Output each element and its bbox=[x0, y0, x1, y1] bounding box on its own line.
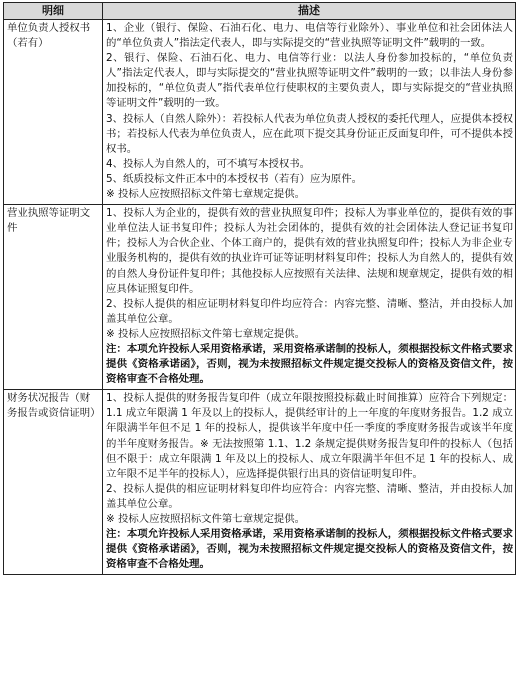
note-paragraph: 注：本项允许投标人采用资格承诺，采用资格承诺制的投标人，须根据投标文件格式要求提供《资格承诺函》，否则，视为未按照招标文件规定提交投标人的资格及资信文件，按资格审查不合格处理。 bbox=[106, 342, 513, 386]
paragraph: ※ 投标人应按照招标文件第七章规定提供。 bbox=[106, 188, 306, 201]
paragraph: 1、投标人提供的财务报告复印件（成立年限按照投标截止时间推算）应符合下列规定：1.1 成立年限满 1 年及以上的投标人，提供经审计的上一年度的年度财务报告。1.2 成立年限满半年但不足 1 年的投标人，提供该半年度中任一季度的季度财务报告或该半年度的半年度财务报告。※ 无法按照第 1.1、1.2 条规定提供财务报告复印件的投标人（包括但不限于：成立年限满 1 年及以上的投标人、成立年限满半年但不足 1 年的投标人、成立年限不足半年的投标人），应选择提供银行出具的资信证明复印件。 bbox=[106, 392, 513, 480]
paragraph: 2、投标人提供的相应证明材料复印件均应符合：内容完整、清晰、整洁，并由投标人加盖其单位公章。 bbox=[106, 297, 513, 325]
paragraph: 3、投标人（自然人除外）：若投标人代表为单位负责人授权的委托代理人，应提供本授权书；若投标人代表为单位负责人，应在此项下提交其身份证正反面复印件，可不提供本授权书。 bbox=[106, 112, 513, 155]
requirements-table bbox=[3, 2, 516, 575]
paragraph: ※ 投标人应按照招标文件第七章规定提供。 bbox=[106, 513, 306, 525]
row-name: 财务状况报告（财务报告或资信证明） bbox=[4, 390, 103, 575]
note-paragraph: 注：本项允许投标人采用资格承诺，采用资格承诺制的投标人，须根据投标文件格式要求提供《资格承诺函》，否则，视为未按照招标文件规定提交投标人的资格及资信文件，按资格审查不合格处理。 bbox=[106, 528, 513, 571]
paragraph: 1、企业（银行、保险、石油石化、电力、电信等行业除外）、事业单位和社会团体法人的“单位负责人”指法定代表人，即与实际提交的“营业执照等证明文件”载明的一致。 bbox=[106, 22, 513, 50]
table-row bbox=[4, 205, 516, 390]
header-description: 描述 bbox=[103, 3, 516, 20]
row-description bbox=[103, 20, 516, 205]
paragraph: 1、投标人为企业的，提供有效的营业执照复印件；投标人为事业单位的，提供有效的事业单位法人证书复印件；投标人为社会团体的，提供有效的社会团体法人登记证书复印件；投标人为合伙企业、个体工商户的，提供有效的营业执照复印件；投标人为非企业专业服务机构的，提供有效的执业许可证等证明材料复印件；投标人为自然人的，提供有效的自然人身份证件复印件；其他投标人应按照有关法律、法规和规章规定，提供有效的相应具体证照复印件。 bbox=[106, 207, 513, 295]
row-name: 营业执照等证明文件 bbox=[4, 205, 103, 390]
header-detail: 明细 bbox=[4, 3, 103, 20]
paragraph: 2、银行、保险、石油石化、电力、电信等行业：以法人身份参加投标的，“单位负责人”指法定代表人，即与实际提交的“营业执照等证明文件”载明的一致；以非法人身份参加投标的，“单位负责人”指代表单位行使职权的主要负责人，即与实际提交的“营业执照等证明文件”载明的一致。 bbox=[106, 52, 513, 110]
row-description bbox=[103, 205, 516, 390]
table-row bbox=[4, 390, 516, 575]
row-description bbox=[103, 390, 516, 575]
header-row bbox=[4, 3, 516, 20]
document bbox=[3, 2, 515, 575]
paragraph: 4、投标人为自然人的，可不填写本授权书。 bbox=[106, 157, 311, 170]
paragraph: 5、纸质投标文件正本中的本授权书（若有）应为原件。 bbox=[106, 172, 362, 185]
paragraph: ※ 投标人应按照招标文件第七章规定提供。 bbox=[106, 327, 306, 340]
paragraph: 2、投标人提供的相应证明材料复印件均应符合：内容完整、清晰、整洁，并由投标人加盖其单位公章。 bbox=[106, 482, 513, 510]
row-name: 单位负责人授权书（若有） bbox=[4, 20, 103, 205]
table-row bbox=[4, 20, 516, 205]
